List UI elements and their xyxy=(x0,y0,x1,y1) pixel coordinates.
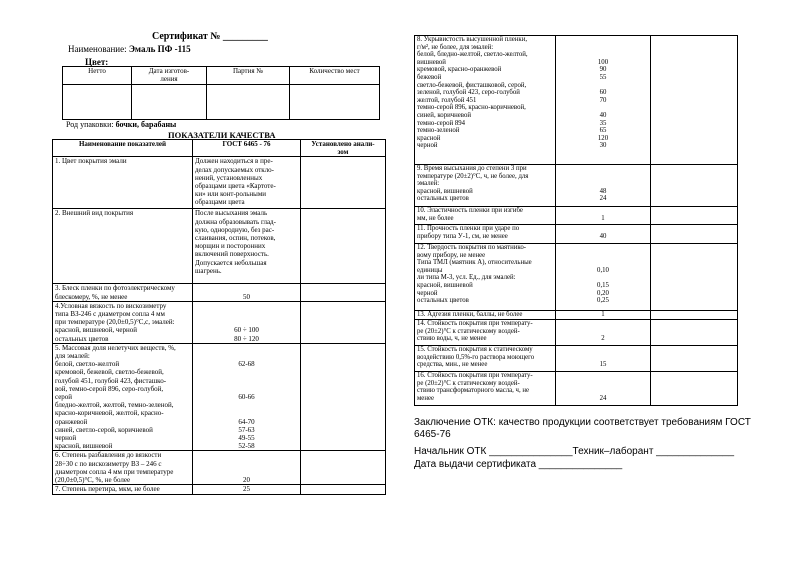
header-name: Наименование показателей xyxy=(53,140,193,157)
certificate-title: Сертификат № _________ xyxy=(152,31,268,42)
row-name: 3. Блеск пленки по фотоэлектрическому блескомеру, %, не менее xyxy=(53,284,193,301)
row-gost: 20 xyxy=(193,451,301,485)
cell-places xyxy=(290,85,380,120)
row-name: 15. Стойкость покрытия к статическому воздействию 0,5%-го раствора моющего средства, мин., не менее xyxy=(415,346,556,372)
quality-table-left xyxy=(52,139,386,495)
cell-netto xyxy=(63,85,132,120)
row-name: 9. Время высыхания до степени 3 при температуре (20±2)°С, ч, не более, для эмалей: красной, вишневой остальных цветов xyxy=(415,165,556,207)
table-row xyxy=(415,225,738,244)
row-value xyxy=(651,244,738,311)
row-value xyxy=(651,36,738,165)
col-batch: Партия № xyxy=(207,67,290,85)
pack-row xyxy=(66,121,176,129)
row-value xyxy=(651,372,738,406)
col-date: Дата изготов- ления xyxy=(132,67,207,85)
name-value: Эмаль ПФ -115 xyxy=(128,44,191,54)
conclusion-text: Заключение ОТК: качество продукции соответствует требованиям ГОСТ xyxy=(414,417,751,428)
header-gost: ГОСТ 6465 - 76 xyxy=(193,140,301,157)
row-value xyxy=(651,207,738,225)
row-value xyxy=(651,225,738,244)
row-gost: 50 xyxy=(193,284,301,301)
header-analysis: Установлено анали- зом xyxy=(301,140,386,157)
col-places: Количество мест xyxy=(290,67,380,85)
cell-batch xyxy=(207,85,290,120)
row-name: 11. Прочность пленки при ударе по прибору типа У-1, см, не менее xyxy=(415,225,556,244)
pack-value: бочки, барабаны xyxy=(115,120,177,129)
row-value xyxy=(301,301,386,343)
row-value xyxy=(301,451,386,485)
row-gost: 15 xyxy=(556,346,651,372)
table-row xyxy=(415,165,738,207)
row-value xyxy=(301,284,386,301)
table-row xyxy=(53,209,386,284)
row-value xyxy=(651,311,738,320)
row-name: 5. Массовая доля нелетучих веществ, %, для эмалей: белой, светло-желтой кремовой, бежевой, светло-бежевой, голубой 451, голубой 423, фисташко- вой, темно-серой 896, серо-голубой, серой бледно-желтой, желтой, темно-зеленой, красно-коричневой, желтой, красно- оранжевой синей, светло-серой, коричневой черной красной, вишневой xyxy=(53,343,193,451)
row-gost: 60 ÷ 100 80 ÷ 120 xyxy=(193,301,301,343)
row-gost: Должен находиться в пре- делах допускаемых откло- нений, установленных образцами цвета «Картоте- ки» или конт-рольными образцами цвета xyxy=(193,157,301,209)
batch-table xyxy=(62,66,380,120)
row-name: 2. Внешний вид покрытия xyxy=(53,209,193,284)
row-name: 6. Степень разбавления до вязкости 28÷30 с по вискозиметру ВЗ – 246 с диаметром сопла 4 мм при температуре (20,0±0,5)°С, %, не более xyxy=(53,451,193,485)
table-row xyxy=(415,244,738,311)
row-name: 8. Укрывистость высушенной пленки, г/м², не более, для эмалей: белой, бледно-желтой, светло-желтой, вишневой кремовой, красно-оранжевой бежевой светло-бежевой, фисташковой, серой, зеленой, голубой 423, серо-голубой желтой, голубой 451 темно-серой 896, красно-коричневой, синей, коричневой темно-серой 894 темно-зеленой красной черной xyxy=(415,36,556,165)
row-gost: 100 90 55 60 70 40 35 65 120 30 xyxy=(556,36,651,165)
row-name: 14. Стойкость покрытия при температу- ре (20±2)°С к статическому воздей- ствию воды, ч, не менее xyxy=(415,320,556,346)
table-row xyxy=(415,311,738,320)
row-gost: 0,10 0,15 0,20 0,25 xyxy=(556,244,651,311)
row-value xyxy=(651,346,738,372)
row-name: 4.Условная вязкость по вискозиметру типа ВЗ-246 с диаметром сопла 4 мм при температуре (20,0±0,5)°С,с, эмалей: красной, вишневой, черной остальных цветов xyxy=(53,301,193,343)
conclusion-gost: 6465-76 xyxy=(414,429,451,440)
table-row xyxy=(53,485,386,495)
row-name: 13. Адгезия пленки, баллы, не более xyxy=(415,311,556,320)
row-gost: 1 xyxy=(556,311,651,320)
table-row xyxy=(415,346,738,372)
table-row xyxy=(415,36,738,165)
section-title: ПОКАЗАТЕЛИ КАЧЕСТВА xyxy=(168,130,276,140)
row-gost: 24 xyxy=(556,372,651,406)
color-label: Цвет: xyxy=(85,57,109,67)
row-value xyxy=(301,343,386,451)
issue-date-line: Дата выдачи сертификата _______________ xyxy=(414,459,623,470)
row-value xyxy=(651,165,738,207)
row-gost: После высыхания эмаль должна образовывать глад- кую, однородную, без рас- слаивания, оспин, потеков, морщин и посторонних включений поверхность. Допускается небольшая шагрень. xyxy=(193,209,301,284)
row-name: 10. Эластичность пленки при изгибе мм, не более xyxy=(415,207,556,225)
name-row xyxy=(68,45,191,53)
table-row xyxy=(53,284,386,301)
table-row xyxy=(53,343,386,451)
row-gost: 40 xyxy=(556,225,651,244)
table-row xyxy=(53,157,386,209)
row-gost: 48 24 xyxy=(556,165,651,207)
table-row xyxy=(415,207,738,225)
row-value xyxy=(301,209,386,284)
cell-date xyxy=(132,85,207,120)
row-gost: 62-68 60-66 64-70 57-63 49-55 52-58 xyxy=(193,343,301,451)
col-netto: Нетто xyxy=(63,67,132,85)
table-row xyxy=(53,301,386,343)
row-name: 1. Цвет покрытия эмали xyxy=(53,157,193,209)
name-label: Наименование: xyxy=(68,44,127,54)
row-name: 12. Твердость покрытия по маятнико- вому прибору, не менее Типа ТМЛ (маятник А), относительные единицы ли типа М-3, усл. Ед., для эмалей: красной, вишневой черной остальных цветов xyxy=(415,244,556,311)
row-value xyxy=(301,157,386,209)
table-row xyxy=(53,451,386,485)
row-value xyxy=(301,485,386,495)
row-gost: 1 xyxy=(556,207,651,225)
row-gost: 2 xyxy=(556,320,651,346)
table-row xyxy=(415,372,738,406)
row-name: 7. Степень перетира, мкм, не более xyxy=(53,485,193,495)
row-name: 16. Стойкость покрытия при температу- ре (20±2)°С к статическому воздей- ствию трансформаторного масла, ч, не менее xyxy=(415,372,556,406)
pack-label: Род упаковки: xyxy=(66,120,114,129)
row-value xyxy=(651,320,738,346)
row-gost: 25 xyxy=(193,485,301,495)
quality-table-right xyxy=(414,35,738,406)
table-row xyxy=(415,320,738,346)
signature-line: Начальник ОТК _______________Техник–лаборант ______________ xyxy=(414,446,735,457)
